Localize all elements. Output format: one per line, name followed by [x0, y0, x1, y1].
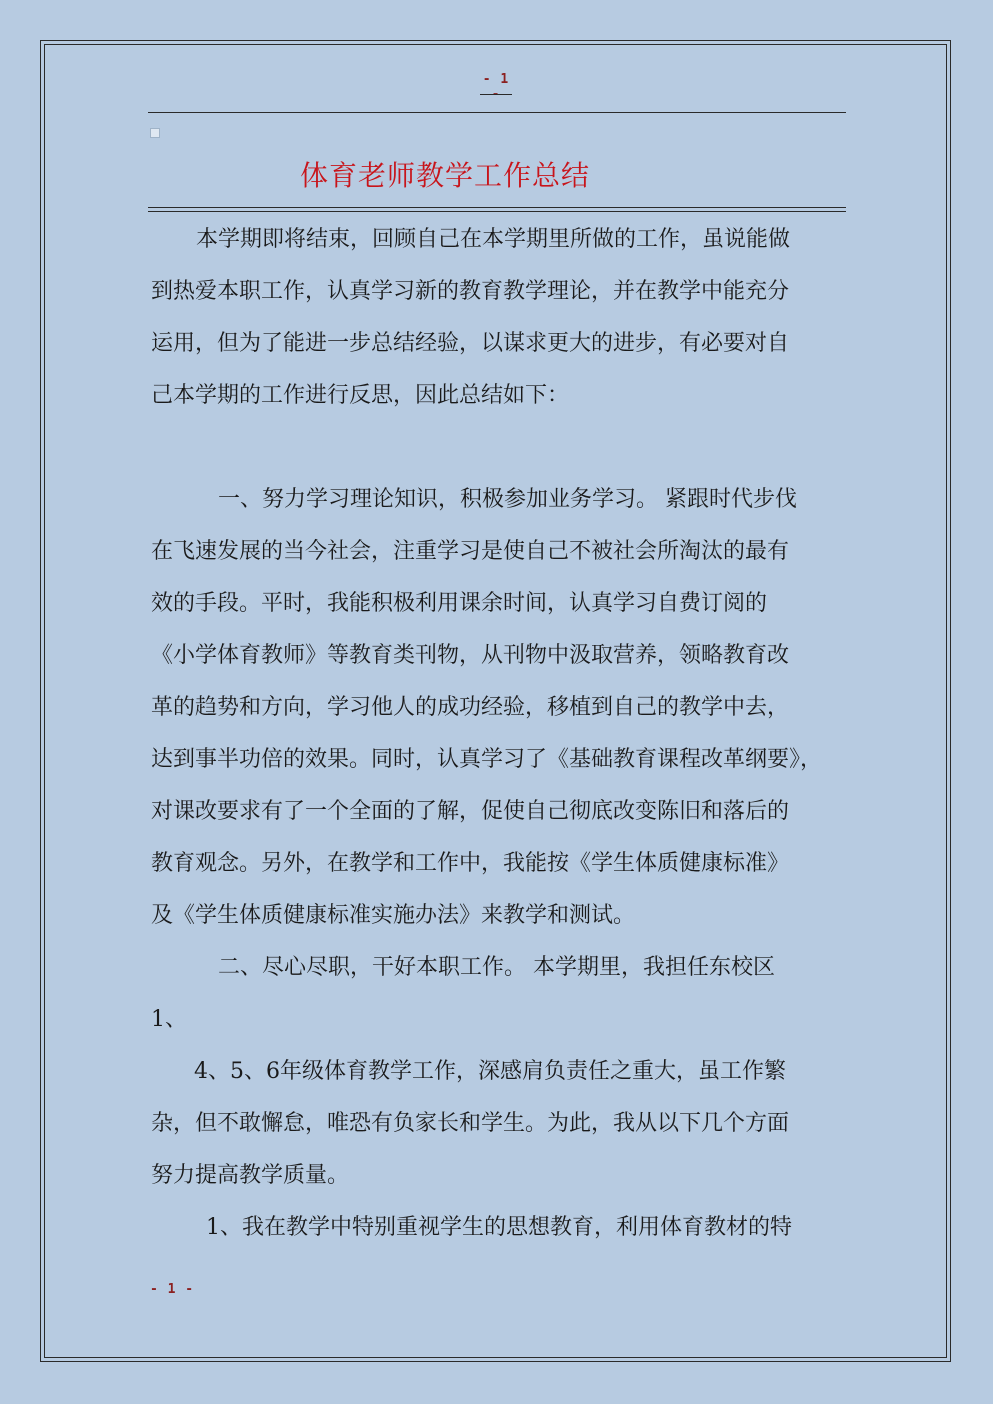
- body-line: 4、5、6年级体育教学工作，深感肩负责任之重大，虽工作繁: [194, 1059, 786, 1084]
- body-line: 杂，但不敢懈怠，唯恐有负家长和学生。为此，我从以下几个方面: [151, 1111, 790, 1136]
- body-line: 本学期即将结束，回顾自己在本学期里所做的工作，虽说能做: [196, 227, 791, 252]
- section-heading-line: 一、努力学习理论知识，积极参加业务学习。 紧跟时代步伐: [218, 487, 797, 512]
- title-rule-top: [148, 207, 846, 208]
- body-line: 革的趋势和方向，学习他人的成功经验，移植到自己的教学中去，: [151, 695, 790, 720]
- body-line: 1、我在教学中特别重视学生的思想教育，利用体育教材的特: [206, 1215, 792, 1240]
- body-line: 努力提高教学质量。: [151, 1163, 350, 1188]
- title-rule-bottom: [148, 211, 846, 212]
- body-line: 到热爱本职工作，认真学习新的教育教学理论，并在教学中能充分: [151, 279, 790, 304]
- image-placeholder-icon: [150, 128, 160, 138]
- header-rule: [148, 112, 846, 113]
- body-line: 运用，但为了能进一步总结经验，以谋求更大的进步，有必要对自: [151, 331, 790, 356]
- body-line: 在飞速发展的当今社会，注重学习是使自己不被社会所淘汰的最有: [151, 539, 790, 564]
- body-line: 己本学期的工作进行反思，因此总结如下：: [151, 383, 570, 408]
- footer-page-number: - 1 -: [150, 1282, 195, 1297]
- body-line: 《小学体育教师》等教育类刊物，从刊物中汲取营养，领略教育改: [151, 643, 790, 668]
- header-page-number: - 1: [482, 72, 510, 87]
- body-line: 1、: [151, 1007, 187, 1032]
- body-line: 对课改要求有了一个全面的了解，促使自己彻底改变陈旧和落后的: [151, 799, 790, 824]
- section-heading-line: 二、尽心尽职，干好本职工作。 本学期里，我担任东校区: [218, 955, 775, 980]
- body-line: 教育观念。另外，在教学和工作中，我能按《学生体质健康标准》: [151, 851, 790, 876]
- header-page-number-underline: [480, 94, 512, 95]
- body-line: 及《学生体质健康标准实施办法》来教学和测试。: [151, 903, 636, 928]
- body-line: 达到事半功倍的效果。同时，认真学习了《基础教育课程改革纲要》，: [151, 747, 823, 772]
- body-line: 效的手段。平时，我能积极利用课余时间，认真学习自费订阅的: [151, 591, 768, 616]
- document-title: 体育老师教学工作总结: [300, 159, 591, 192]
